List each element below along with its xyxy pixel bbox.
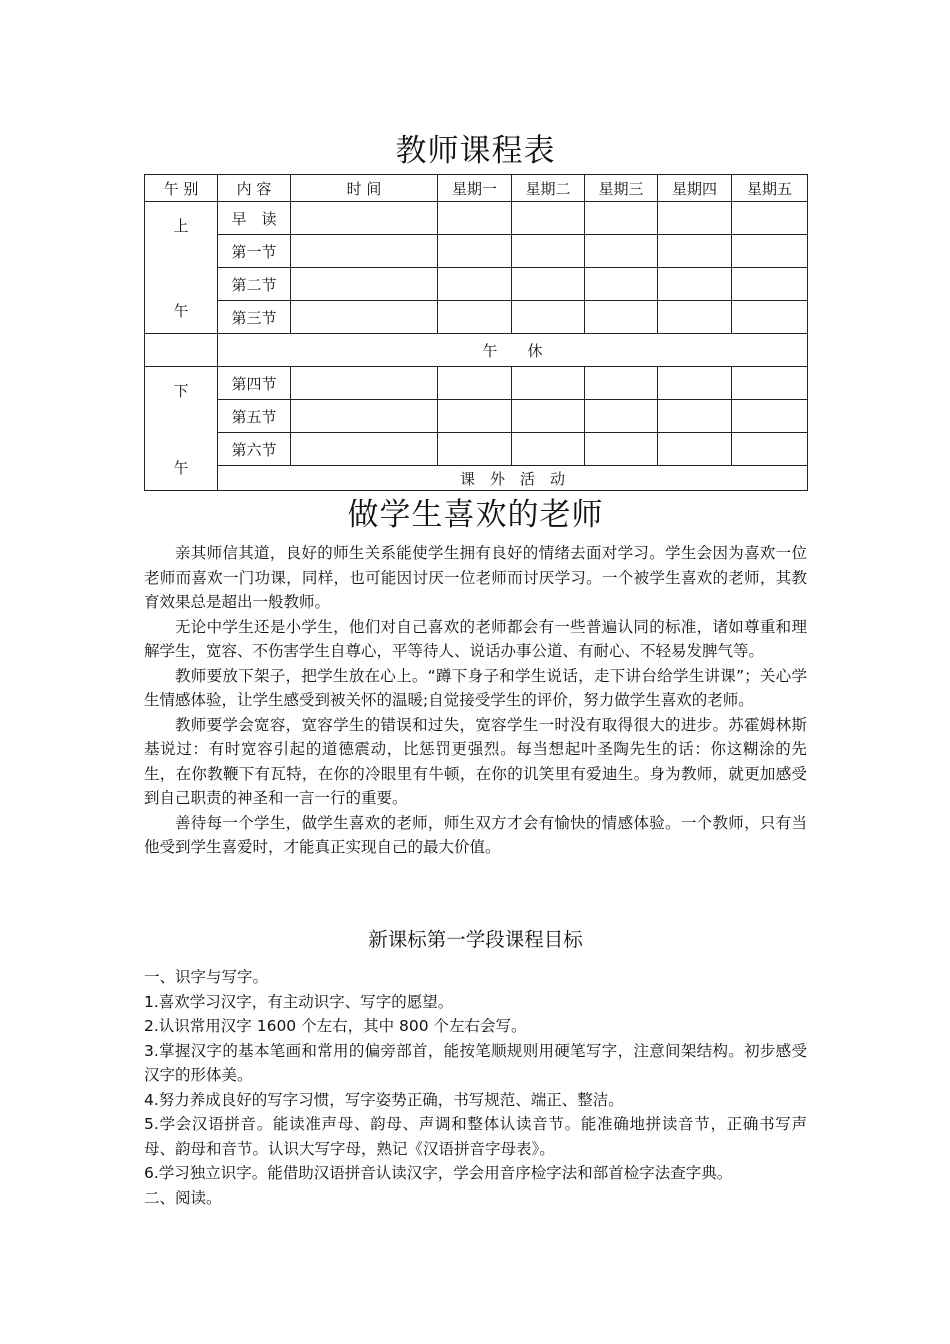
time-cell[interactable] <box>291 268 438 301</box>
schedule-cell[interactable] <box>732 235 808 268</box>
schedule-cell[interactable] <box>512 202 585 235</box>
schedule-cell[interactable] <box>732 400 808 433</box>
schedule-cell[interactable] <box>438 367 512 400</box>
schedule-cell[interactable] <box>732 301 808 334</box>
row-label-period-6: 第六节 <box>218 433 291 466</box>
essay-paragraph: 善待每一个学生，做学生喜欢的老师，师生双方才会有愉快的情感体验。一个教师，只有当他受到学生喜爱时，才能真正实现自己的最大价值。 <box>144 813 807 856</box>
time-cell[interactable] <box>291 433 438 466</box>
schedule-cell[interactable] <box>585 268 658 301</box>
essay-paragraph: 无论中学生还是小学生，他们对自己喜欢的老师都会有一些普遍认同的标准，诸如尊重和理解学生，宽容、不伤害学生自尊心，平等待人、说话办事公道、有耐心、不轻易发脾气等。 <box>144 617 807 660</box>
noon-blank-cell <box>145 334 218 367</box>
schedule-cell[interactable] <box>438 433 512 466</box>
header-wednesday: 星期三 <box>585 175 658 202</box>
header-tuesday: 星期二 <box>512 175 585 202</box>
noon-break: 午 休 <box>218 334 808 367</box>
schedule-cell[interactable] <box>438 301 512 334</box>
schedule-cell[interactable] <box>658 202 732 235</box>
row-label-period-3: 第三节 <box>218 301 291 334</box>
schedule-cell[interactable] <box>585 235 658 268</box>
schedule-cell[interactable] <box>732 367 808 400</box>
header-content: 内 容 <box>218 175 291 202</box>
schedule-title: 教师课程表 <box>395 133 556 169</box>
morning-label-top: 上 <box>173 216 189 235</box>
schedule-table <box>144 174 808 491</box>
schedule-cell[interactable] <box>585 400 658 433</box>
essay-title: 做学生喜欢的老师 <box>347 497 604 533</box>
schedule-cell[interactable] <box>438 400 512 433</box>
schedule-cell[interactable] <box>658 235 732 268</box>
row-label-early-reading: 早 读 <box>218 202 291 235</box>
schedule-cell[interactable] <box>658 367 732 400</box>
schedule-header-row <box>145 175 808 202</box>
schedule-cell[interactable] <box>658 268 732 301</box>
schedule-cell[interactable] <box>512 235 585 268</box>
schedule-cell[interactable] <box>732 268 808 301</box>
schedule-cell[interactable] <box>732 433 808 466</box>
goal-section-heading: 一、识字与写字。 <box>144 968 269 986</box>
schedule-cell[interactable] <box>658 301 732 334</box>
afternoon-label-top: 下 <box>173 381 189 400</box>
schedule-cell[interactable] <box>585 202 658 235</box>
morning-label-cell <box>145 202 218 334</box>
header-time: 时 间 <box>291 175 438 202</box>
essay-paragraph: 教师要学会宽容，宽容学生的错误和过失，宽容学生一时没有取得很大的进步。苏霍姆林斯基说过：有时宽容引起的道德震动，比惩罚更强烈。每当想起叶圣陶先生的话：你这糊涂的先生，在你教鞭下有瓦特，在你的冷眼里有牛顿，在你的讥笑里有爱迪生。身为教师，就更加感受到自己职责的神圣和一言一行的重要。 <box>144 715 807 807</box>
essay-paragraph: 教师要放下架子，把学生放在心上。“蹲下身子和学生说话，走下讲台给学生讲课”；关心学生情感体验，让学生感受到被关怀的温暖;自觉接受学生的评价，努力做学生喜欢的老师。 <box>144 666 807 709</box>
essay-paragraph: 亲其师信其道，良好的师生关系能使学生拥有良好的情绪去面对学习。学生会因为喜欢一位老师而喜欢一门功课，同样，也可能因讨厌一位老师而讨厌学习。一个被学生喜欢的老师，其教育效果总是超出一般教师。 <box>144 544 807 611</box>
row-label-period-4: 第四节 <box>218 367 291 400</box>
schedule-cell[interactable] <box>732 202 808 235</box>
schedule-cell[interactable] <box>438 202 512 235</box>
afternoon-label-cell <box>145 367 218 491</box>
schedule-cell[interactable] <box>512 268 585 301</box>
schedule-cell[interactable] <box>585 433 658 466</box>
schedule-cell[interactable] <box>658 433 732 466</box>
header-monday: 星期一 <box>438 175 512 202</box>
morning-label-bottom: 午 <box>173 301 189 320</box>
goal-item: 2.认识常用汉字 1600 个左右，其中 800 个左右会写。 <box>144 1017 527 1035</box>
schedule-cell[interactable] <box>585 367 658 400</box>
time-cell[interactable] <box>291 235 438 268</box>
schedule-cell[interactable] <box>512 433 585 466</box>
goal-section-heading: 二、阅读。 <box>144 1188 222 1207</box>
time-cell[interactable] <box>291 367 438 400</box>
row-label-period-5: 第五节 <box>218 400 291 433</box>
time-cell[interactable] <box>291 400 438 433</box>
row-label-period-1: 第一节 <box>218 235 291 268</box>
header-period: 午 别 <box>145 175 218 202</box>
row-label-period-2: 第二节 <box>218 268 291 301</box>
essay-body <box>144 541 807 860</box>
schedule-cell[interactable] <box>438 235 512 268</box>
goal-item: 4.努力养成良好的写字习惯，写字姿势正确，书写规范、端正、整洁。 <box>144 1090 624 1109</box>
goal-item: 5.学会汉语拼音。能读准声母、韵母、声调和整体认读音节。能准确地拼读音节，正确书写声母、韵母和音节。认识大写字母，熟记《汉语拼音字母表》。 <box>144 1115 807 1158</box>
time-cell[interactable] <box>291 301 438 334</box>
schedule-cell[interactable] <box>438 268 512 301</box>
goal-item: 1.喜欢学习汉字，有主动识字、写字的愿望。 <box>144 992 454 1011</box>
schedule-cell[interactable] <box>658 400 732 433</box>
time-cell[interactable] <box>291 202 438 235</box>
curriculum-title: 新课标第一学段课程目标 <box>368 928 583 951</box>
schedule-cell[interactable] <box>585 301 658 334</box>
afternoon-label-bottom: 午 <box>173 458 189 477</box>
header-friday: 星期五 <box>732 175 808 202</box>
extracurricular-activity: 课 外 活 动 <box>218 466 808 491</box>
header-thursday: 星期四 <box>658 175 732 202</box>
schedule-cell[interactable] <box>512 400 585 433</box>
curriculum-goals <box>144 965 807 1210</box>
goal-item: 3.掌握汉字的基本笔画和常用的偏旁部首，能按笔顺规则用硬笔写字，注意间架结构。初步感受汉字的形体美。 <box>144 1041 807 1084</box>
schedule-cell[interactable] <box>512 301 585 334</box>
schedule-cell[interactable] <box>512 367 585 400</box>
goal-item: 6.学习独立识字。能借助汉语拼音认读汉字，学会用音序检字法和部首检字法查字典。 <box>144 1164 733 1182</box>
